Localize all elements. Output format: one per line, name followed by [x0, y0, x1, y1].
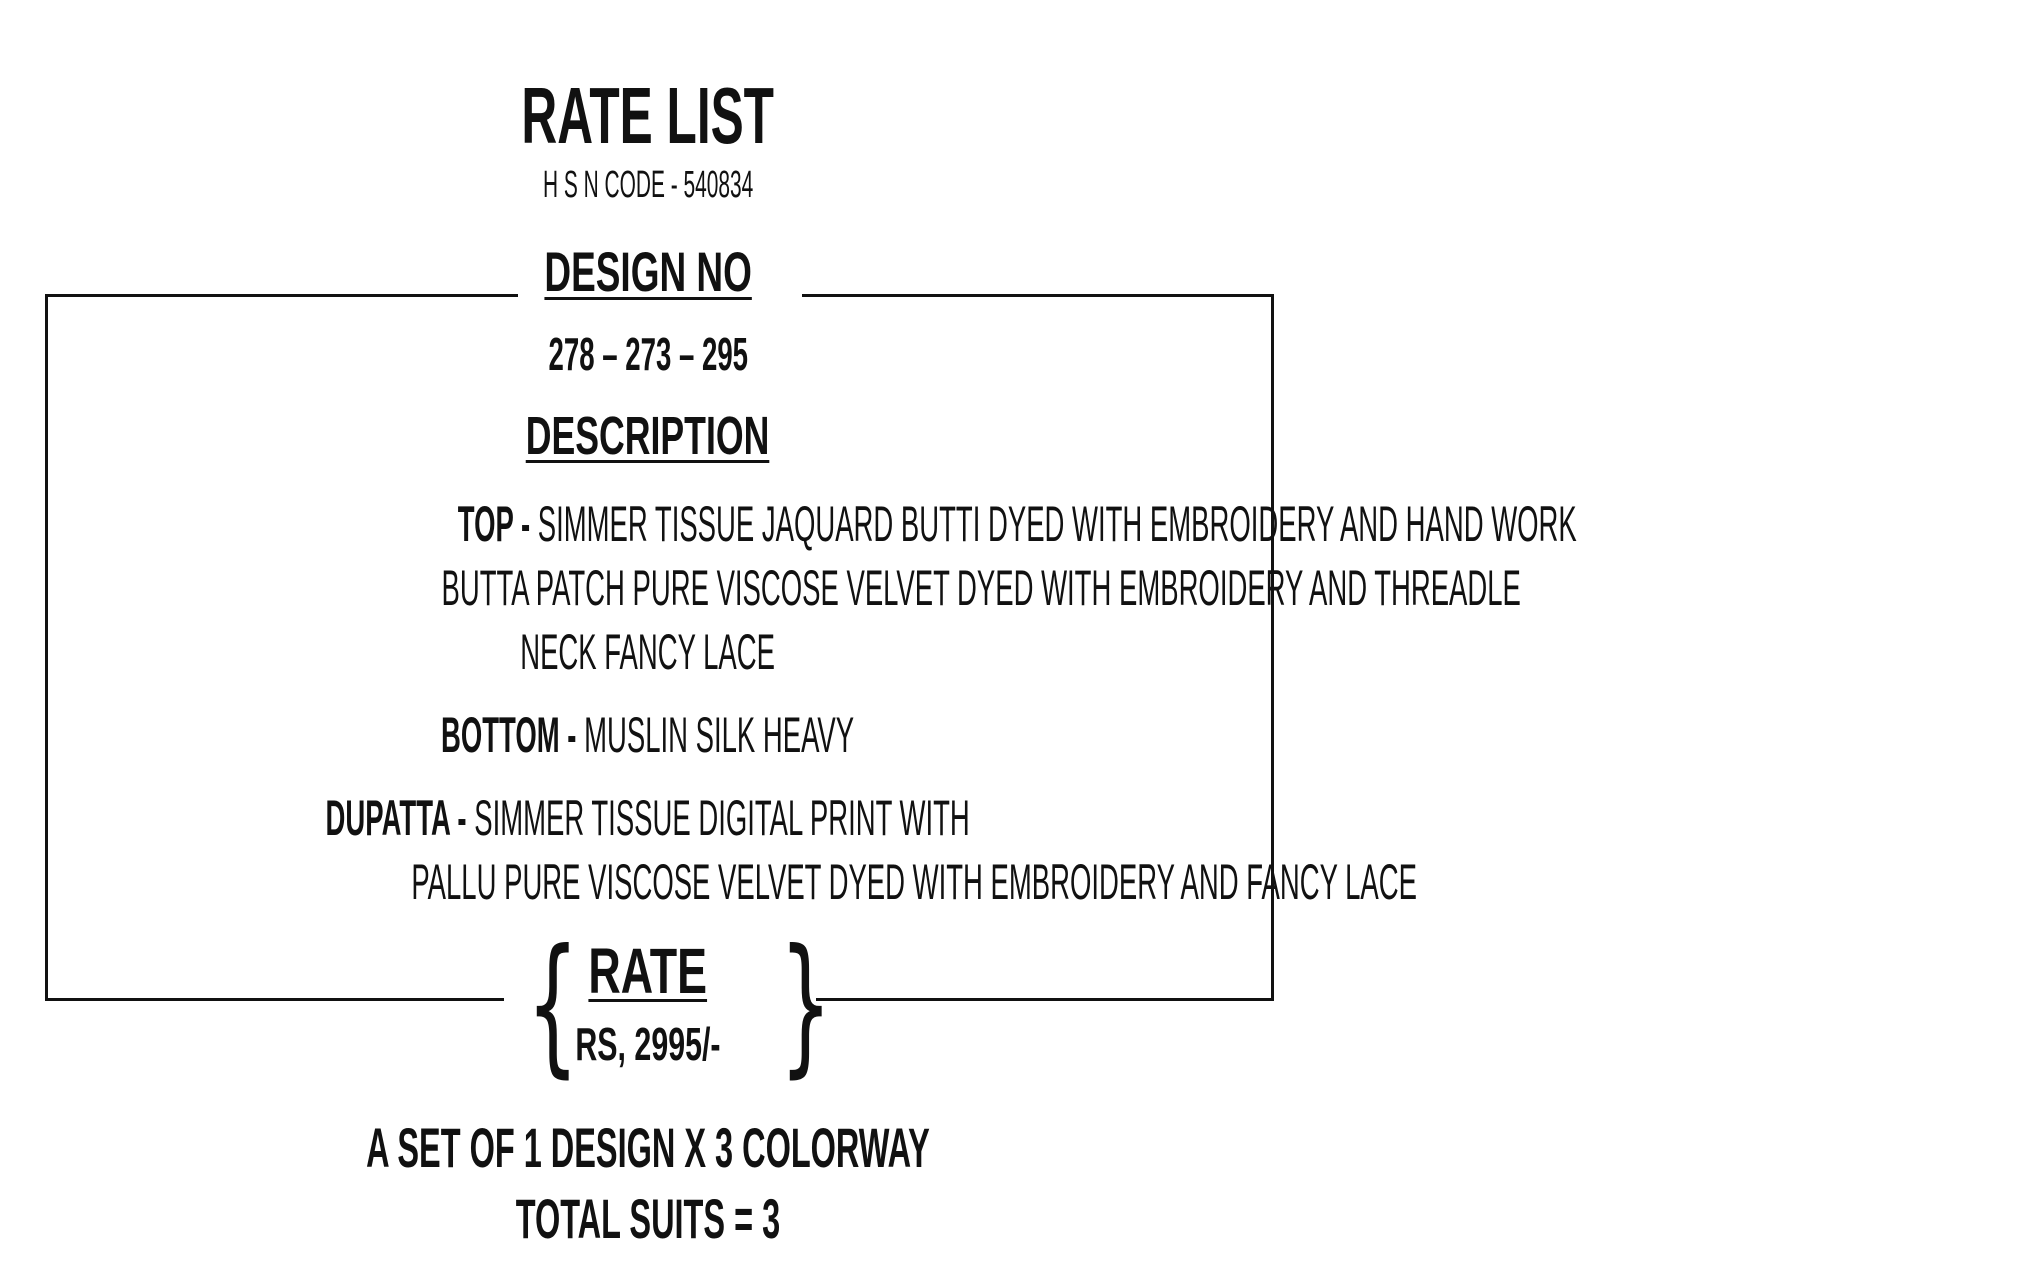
dupatta-description-line-1	[0, 788, 1296, 848]
hsn-code	[0, 162, 1296, 208]
top-description-line-1	[0, 494, 1577, 554]
description-heading-text: DESCRIPTION	[526, 406, 770, 466]
bottom-label: BOTTOM -	[441, 707, 577, 763]
right-brace-icon: }	[779, 918, 832, 1092]
top-label: TOP -	[457, 496, 531, 552]
top-text-2: BUTTA PATCH PURE VISCOSE VELVET DYED WITH EMBROIDERY AND THREADLE	[441, 560, 1521, 616]
rate-heading-text: RATE	[588, 935, 708, 1007]
design-numbers-text: 278 – 273 – 295	[548, 328, 748, 380]
top-description-line-3	[0, 622, 1296, 682]
hsn-code-text: H S N CODE - 540834	[542, 164, 754, 206]
dupatta-text-2: PALLU PURE VISCOSE VELVET DYED WITH EMBROIDERY AND FANCY LACE	[411, 854, 1417, 910]
dupatta-label: DUPATTA -	[325, 790, 467, 846]
left-brace-icon: {	[526, 918, 579, 1092]
design-numbers	[0, 326, 1296, 382]
total-suits	[0, 1186, 1296, 1252]
top-text-3: NECK FANCY LACE	[520, 624, 776, 680]
bottom-text: MUSLIN SILK HEAVY	[584, 707, 855, 763]
rate-value	[0, 1016, 1296, 1072]
top-text-1: SIMMER TISSUE JAQUARD BUTTI DYED WITH EMBROIDERY AND HAND WORK	[537, 496, 1577, 552]
dupatta-description-line-2	[0, 852, 1417, 912]
set-info-text: A SET OF 1 DESIGN X 3 COLORWAY	[366, 1116, 930, 1179]
top-description-line-2	[0, 558, 1521, 618]
design-no-heading	[0, 240, 1296, 304]
design-no-heading-text: DESIGN NO	[544, 240, 752, 303]
dupatta-text-1: SIMMER TISSUE DIGITAL PRINT WITH	[474, 790, 971, 846]
set-info	[0, 1115, 1296, 1181]
rate-value-text: RS, 2995/-	[575, 1018, 721, 1070]
bottom-description	[0, 705, 1296, 765]
page-title	[0, 70, 1296, 162]
description-heading	[0, 405, 1296, 467]
rate-heading	[0, 934, 1296, 1008]
page-title-text: RATE LIST	[521, 71, 775, 160]
total-suits-text: TOTAL SUITS = 3	[515, 1187, 781, 1250]
